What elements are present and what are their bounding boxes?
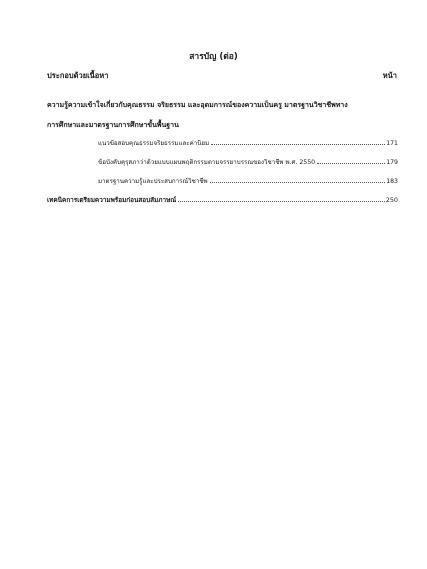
dot-leader bbox=[178, 201, 385, 202]
page-title: สารบัญ (ต่อ) bbox=[189, 52, 238, 62]
section-heading-line-2: การศึกษาและมาตรฐานการศึกษาขั้นพื้นฐาน bbox=[47, 121, 179, 129]
toc-entry-page: 171 bbox=[386, 140, 398, 147]
page-column-header: หน้า bbox=[382, 71, 397, 80]
contents-column-header: ประกอบด้วยเนื้อหา bbox=[47, 71, 109, 80]
toc-entry[interactable] bbox=[98, 158, 398, 168]
toc-entry-label: แนวข้อสอบคุณธรรมจริยธรรมและค่านิยม bbox=[98, 140, 210, 147]
toc-entry-label: มาตรฐานความรู้และประสบการณ์วิชาชีพ bbox=[98, 178, 208, 185]
toc-main-entry-label: เทคนิคการเตรียมความพร้อมก่อนสอบสัมภาษณ์ bbox=[47, 196, 177, 204]
toc-entry-page: 179 bbox=[386, 159, 398, 166]
toc-main-entry-page: 250 bbox=[385, 196, 398, 204]
toc-main-entry[interactable] bbox=[47, 195, 398, 205]
toc-entry[interactable] bbox=[98, 139, 398, 149]
dot-leader bbox=[211, 144, 385, 145]
section-heading-line-1: ความรู้ความเข้าใจเกี่ยวกับคุณธรรม จริยธรรม และอุดมการณ์ของความเป็นครู มาตรฐานวิชาชีพทาง bbox=[47, 101, 348, 109]
dot-leader bbox=[317, 163, 385, 164]
dot-leader bbox=[210, 182, 386, 183]
toc-entry-page: 183 bbox=[386, 178, 398, 185]
toc-entry[interactable] bbox=[98, 177, 398, 187]
toc-entry-label: ข้อบังคับคุรุสภาว่าด้วยแบบแผนพฤติกรรมตามจรรยาบรรณของวิชาชีพ พ.ศ. 2550 bbox=[98, 159, 316, 166]
